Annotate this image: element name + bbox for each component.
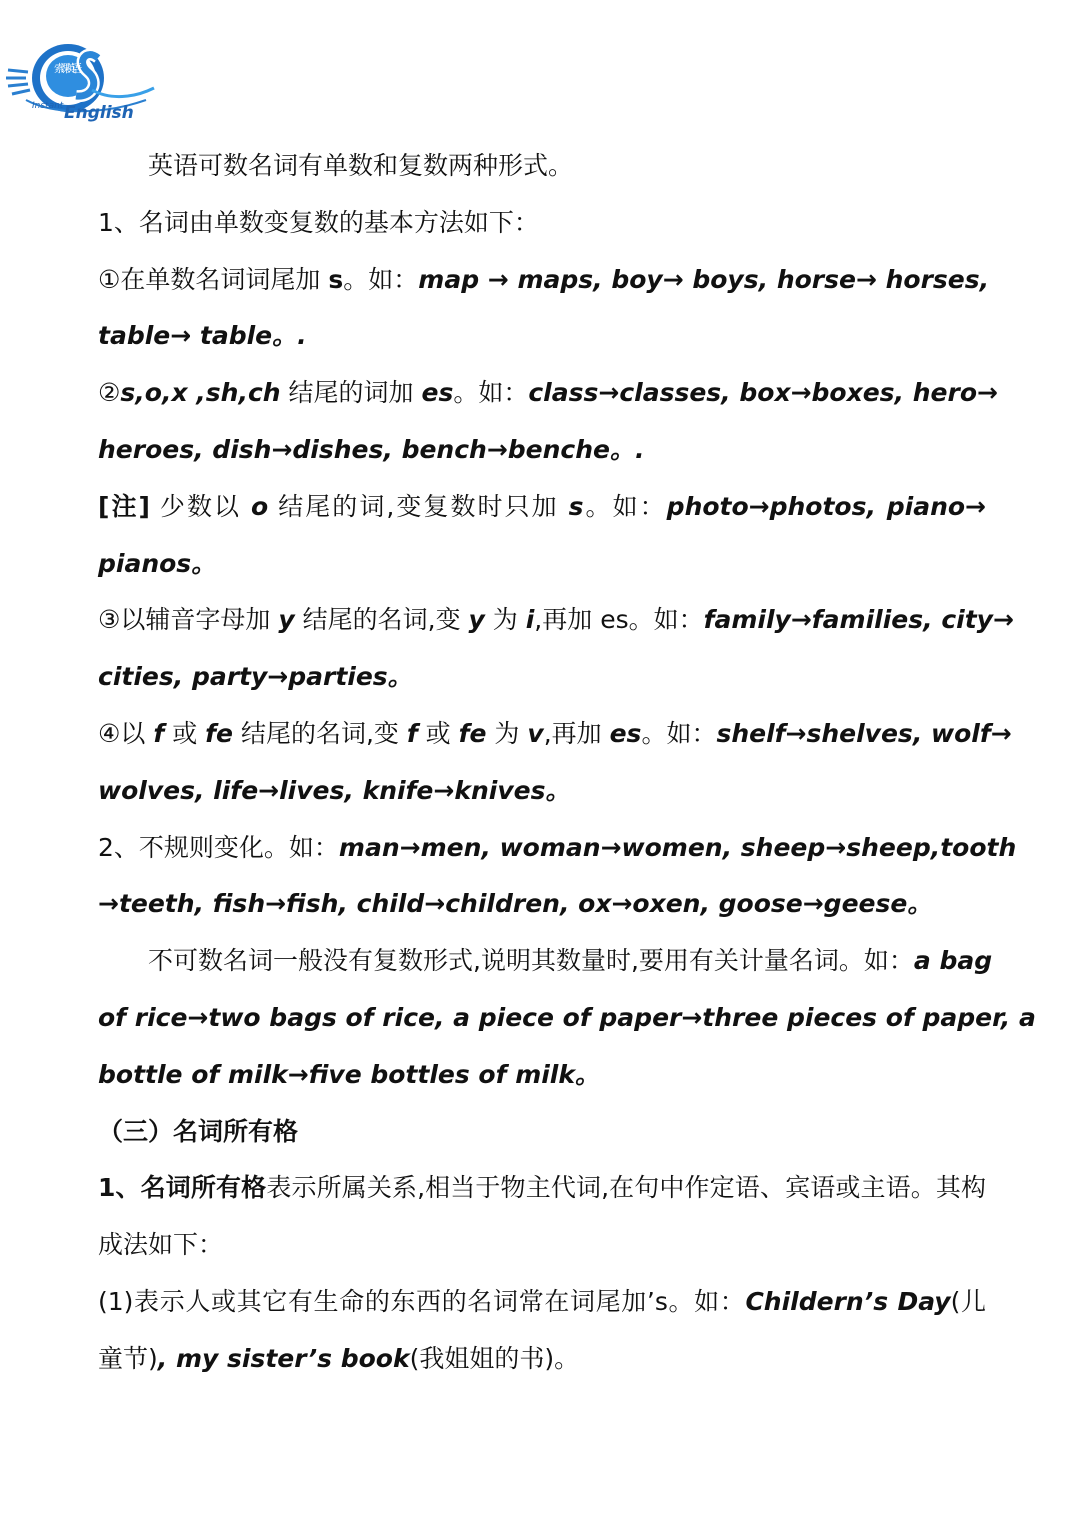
text-line: [98, 1274, 986, 1331]
text-run: 少数以: [149, 491, 252, 521]
text-run: ,再加 es。如：: [534, 605, 704, 635]
logo-badge-text: 索课英语: [54, 62, 82, 75]
text-run: heroes, dish→dishes, bench→benche。.: [98, 434, 645, 464]
paragraph-rule1: [98, 195, 986, 252]
text-run: ③以辅音字母加: [98, 605, 279, 635]
text-line: [98, 195, 986, 252]
text-run: cities, party→parties。: [98, 662, 413, 692]
text-line: [98, 820, 1017, 877]
paragraph-possessive: [98, 1160, 986, 1274]
text-run: 2、不规则变化。如：: [98, 832, 339, 862]
text-line: [98, 308, 986, 365]
text-run: photo→photos, piano→: [666, 491, 986, 521]
text-line: [98, 1217, 986, 1274]
paragraph-possessive1: [98, 1274, 986, 1388]
text-run: table→ table。.: [98, 321, 307, 351]
paragraph-rule1c: [98, 592, 1014, 706]
text-run: bottle of milk→five bottles of milk。: [98, 1059, 601, 1089]
text-run: man→men, woman→women, sheep→sheep,tooth: [338, 832, 1017, 862]
text-run: y: [278, 605, 295, 635]
text-run: （三）名词所有格: [98, 1116, 299, 1146]
text-run: 。如：: [343, 264, 419, 294]
text-run: 。如：: [453, 378, 529, 408]
text-run: (1)表示人或其它有生命的东西的名词常在词尾加’s。如：: [98, 1286, 746, 1316]
text-run: 结尾的词加: [280, 378, 422, 408]
paragraph-rule1d: [98, 706, 1012, 820]
text-run: family→families, city→: [703, 605, 1014, 635]
text-line: [98, 1331, 986, 1388]
text-run: Childern’s Day: [745, 1286, 951, 1316]
text-run: a bag: [913, 946, 993, 976]
text-run: f: [406, 718, 418, 748]
text-line: [98, 479, 986, 536]
text-run: s: [328, 264, 344, 294]
text-run: →teeth, fish→fish, child→children, ox→oxen, goose→geese。: [98, 889, 933, 919]
paragraph-section3: [98, 1104, 986, 1161]
paragraph-uncountable: [98, 933, 1036, 1103]
text-line: [98, 990, 1036, 1047]
text-run: 不可数名词一般没有复数形式,说明其数量时,要用有关计量名词。如：: [148, 946, 914, 976]
text-run: 1、名词所有格: [98, 1173, 267, 1203]
text-run: 成法如下：: [98, 1230, 224, 1260]
text-line: [98, 252, 990, 309]
logo-graphic: [6, 38, 156, 124]
text-run: 1、名词由单数变复数的基本方法如下：: [98, 207, 539, 237]
paragraph-rule1b: [98, 365, 998, 479]
text-run: shelf→shelves, wolf→: [716, 718, 1012, 748]
text-line: [98, 138, 986, 195]
text-run: 童节): [98, 1343, 158, 1373]
text-line: [98, 536, 986, 593]
text-run: ,再加: [543, 718, 610, 748]
text-line: [98, 1160, 986, 1217]
text-run: y: [468, 605, 485, 635]
text-run: (儿: [950, 1286, 986, 1316]
text-run: i: [525, 605, 535, 635]
text-run: fe: [205, 718, 233, 748]
text-run: v: [527, 718, 544, 748]
text-run: 。如：: [641, 718, 717, 748]
text-run: f: [153, 718, 165, 748]
text-run: ④以: [98, 718, 154, 748]
text-run: pianos。: [98, 548, 217, 578]
text-run: fe: [458, 718, 487, 748]
text-run: wolves, life→lives, knife→knives。: [98, 775, 571, 805]
text-run: class→classes, box→boxes, hero→: [528, 378, 998, 408]
text-run: s,o,x ,sh,ch: [120, 378, 281, 408]
text-run: 为: [486, 718, 528, 748]
document-body: [98, 138, 1036, 1388]
text-line: [98, 1047, 986, 1104]
text-run: 英语可数名词有单数和复数两种形式。: [148, 151, 574, 180]
text-line: [98, 933, 993, 990]
text-run: (我姐姐的书)。: [409, 1343, 580, 1373]
text-run: es: [421, 378, 454, 408]
paragraph-rule1a: [98, 252, 990, 366]
logo-english-text: English: [64, 103, 134, 123]
paragraph-intro: [98, 138, 986, 195]
text-run: map → maps, boy→ boys, horse→ horses,: [418, 264, 990, 294]
text-line: [98, 649, 986, 706]
text-line: [98, 1104, 986, 1161]
logo-instant-text: Instant: [32, 101, 64, 111]
text-run: ②: [98, 378, 121, 408]
text-line: [98, 706, 1012, 763]
text-run: 表示所属关系,相当于物主代词,在句中作定语、宾语或主语。其构: [266, 1173, 986, 1203]
text-run: of rice→two bags of rice, a piece of paper→three pieces of paper, a: [98, 1002, 1036, 1032]
text-run: 或: [417, 718, 459, 748]
text-line: [98, 592, 1014, 649]
text-run: o: [251, 491, 269, 521]
text-line: [98, 422, 986, 479]
text-run: s: [568, 491, 584, 521]
text-run: 为: [484, 605, 526, 635]
paragraph-rule2: [98, 820, 1017, 934]
paragraph-note: [98, 479, 986, 593]
text-run: , my sister’s book: [157, 1343, 410, 1373]
text-run: 结尾的词,变复数时只加: [268, 491, 569, 521]
text-line: [98, 763, 986, 820]
text-run: es: [609, 718, 642, 748]
text-run: 。如：: [583, 491, 667, 521]
text-run: [注]: [98, 491, 150, 521]
text-run: 结尾的名词,变: [294, 605, 469, 635]
text-line: [98, 876, 986, 933]
text-run: ①在单数名词词尾加: [98, 264, 329, 294]
text-line: [98, 365, 998, 422]
text-run: 结尾的名词,变: [233, 718, 407, 748]
logo: [6, 38, 156, 124]
text-run: 或: [164, 718, 206, 748]
